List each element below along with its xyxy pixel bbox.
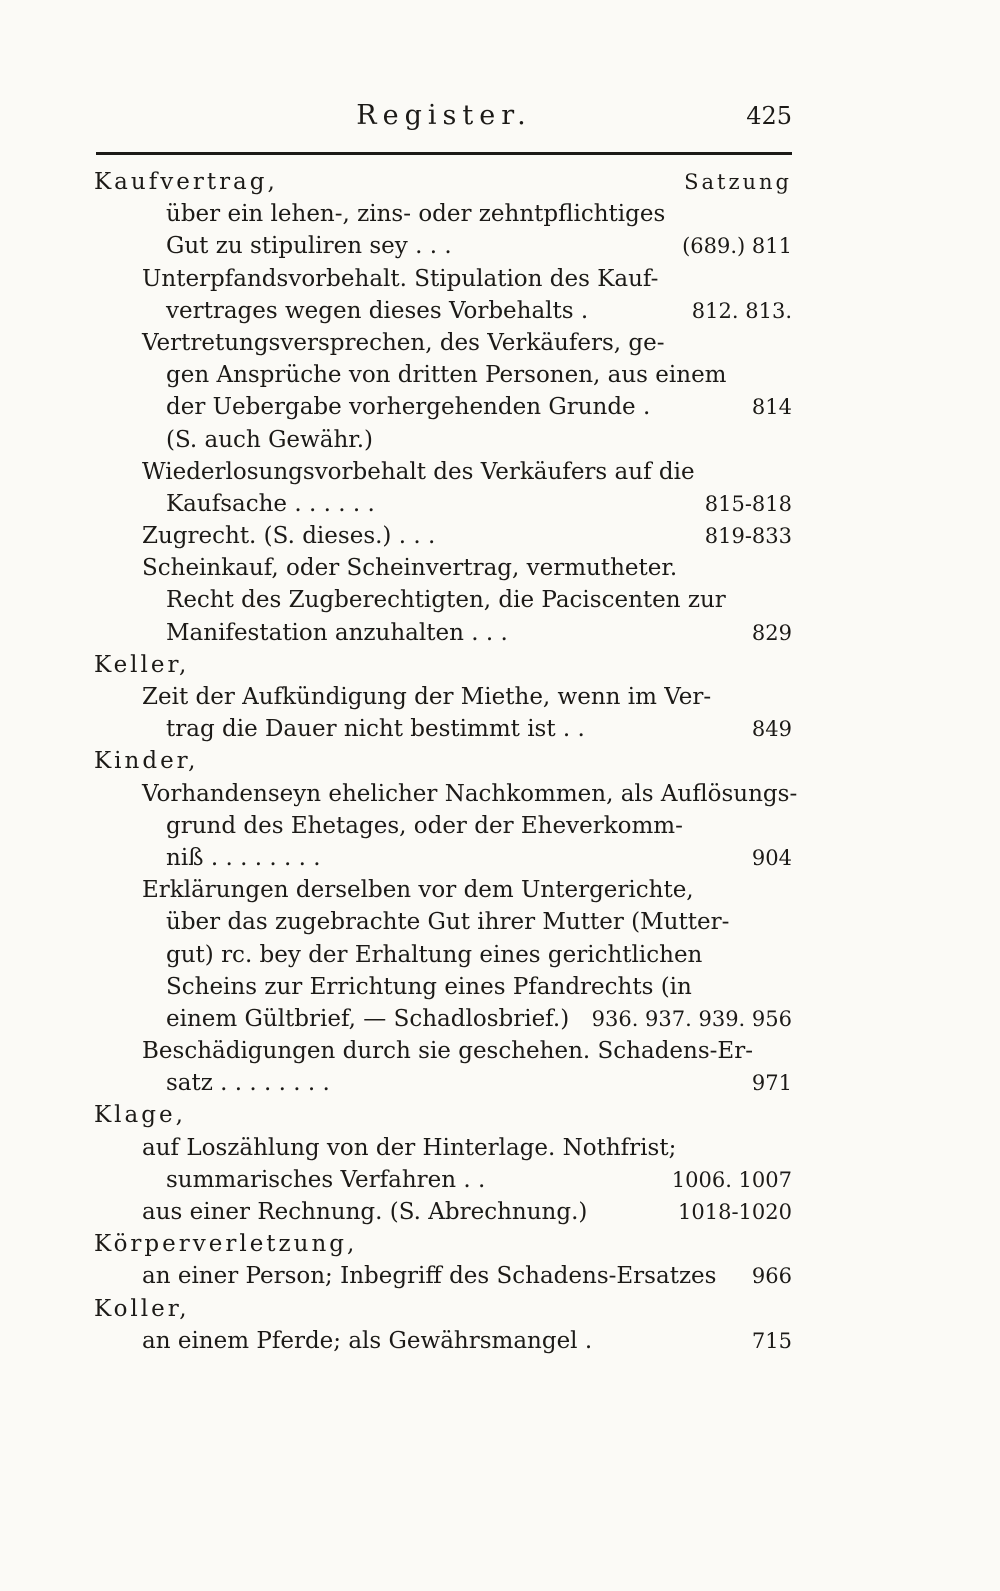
line-text: Vorhandenseyn ehelicher Nachkommen, als Auflösungs- (142, 780, 798, 807)
index-headword (94, 649, 792, 681)
index-line (94, 391, 792, 423)
index-line (94, 488, 792, 520)
line-text: gen Ansprüche von dritten Personen, aus einem (166, 362, 727, 389)
index-line (94, 584, 792, 616)
line-text: aus einer Rechnung. (S. Abrechnung.) (142, 1199, 588, 1225)
page-ref: 936. 937. 939. 956 (591, 1006, 792, 1031)
line-text: niß . . . . . . . . (166, 844, 321, 871)
line-text: einem Gültbrief, — Schadlosbrief.) (166, 1005, 570, 1032)
index-line (94, 810, 792, 842)
index-line (94, 874, 792, 906)
index-line (94, 198, 792, 230)
page-ref: (689.) 811 (682, 234, 792, 259)
line-text: Gut zu stipuliren sey . . . (166, 233, 452, 260)
page-title: Register. (356, 100, 532, 131)
line-text: grund des Ehetages, oder der Eheverkomm- (166, 812, 683, 839)
page-ref: 849 (751, 717, 792, 742)
line-text: an einem Pferde; als Gewährsmangel . (142, 1327, 593, 1354)
index-line (94, 1003, 792, 1035)
headword-text: Koller, (94, 1295, 190, 1322)
index-body (94, 166, 798, 1357)
index-headword (94, 745, 792, 777)
index-headword (94, 1228, 792, 1260)
index-line (94, 906, 792, 938)
line-text: Erklärungen derselben vor dem Untergerichte, (142, 877, 694, 904)
page-ref: 829 (751, 620, 792, 645)
header-rule (96, 152, 792, 155)
headword-text: Keller, (94, 651, 190, 678)
index-line (94, 617, 792, 649)
index-line (94, 359, 792, 391)
line-text: über das zugebrachte Gut ihrer Mutter (Mutter- (166, 909, 730, 936)
line-text: vertrages wegen dieses Vorbehalts . (166, 297, 589, 324)
line-text: Unterpfandsvorbehalt. Stipulation des Kauf- (142, 265, 659, 292)
headword-text: Körperverletzung, (94, 1231, 358, 1258)
line-text: Kaufsache . . . . . . (166, 490, 375, 517)
index-line (94, 713, 792, 745)
index-line (94, 1260, 792, 1292)
index-line (94, 939, 792, 971)
page-ref: 971 (751, 1071, 792, 1096)
line-text: Scheins zur Errichtung eines Pfandrechts (in (166, 973, 692, 1000)
line-text: Scheinkauf, oder Scheinvertrag, vermutheter. (142, 555, 678, 582)
index-line (94, 1164, 792, 1196)
line-text: auf Loszählung von der Hinterlage. Nothfrist; (142, 1134, 677, 1161)
index-line (94, 230, 792, 262)
index-line (94, 263, 792, 295)
line-text: Manifestation anzuhalten . . . (166, 619, 508, 646)
index-line (94, 681, 792, 713)
page-ref: 1006. 1007 (671, 1167, 792, 1192)
page-number: 425 (746, 102, 792, 130)
page-ref: 966 (751, 1264, 792, 1289)
line-text: summarisches Verfahren . . (166, 1166, 486, 1193)
headword-text: Klage, (94, 1102, 186, 1129)
index-line (94, 778, 798, 810)
line-text: Beschädigungen durch sie geschehen. Schadens-Er- (142, 1038, 753, 1065)
headword-text: Kinder, (94, 748, 199, 775)
index-headword (94, 1293, 792, 1325)
line-text: Recht des Zugberechtigten, die Paciscenten zur (166, 587, 726, 614)
page-ref: 715 (751, 1328, 792, 1353)
index-line (94, 1067, 792, 1099)
running-head (96, 96, 792, 142)
index-line (94, 327, 792, 359)
index-line (94, 520, 792, 552)
line-text: Zugrecht. (S. dieses.) . . . (142, 523, 436, 550)
page-ref: 815-818 (704, 491, 792, 516)
cross-reference: Satzung (684, 170, 792, 194)
index-line (94, 842, 792, 874)
index-line (94, 1132, 792, 1164)
index-line (94, 295, 792, 327)
line-text: Vertretungsversprechen, des Verkäufers, ge- (142, 329, 665, 356)
page-ref: 812. 813. (691, 298, 792, 323)
index-line (94, 1325, 792, 1357)
index-line (94, 552, 792, 584)
line-text: (S. auch Gewähr.) (166, 426, 374, 453)
index-line (94, 424, 792, 456)
line-text: der Uebergabe vorhergehenden Grunde . (166, 394, 651, 421)
index-line (94, 1035, 792, 1067)
line-text: gut) rc. bey der Erhaltung eines gerichtlichen (166, 941, 703, 968)
line-text: Zeit der Aufkündigung der Miethe, wenn im Ver- (142, 684, 712, 710)
page-ref: 904 (751, 845, 792, 870)
index-headword (94, 166, 792, 198)
page-ref: 819-833 (704, 524, 792, 549)
index-headword (94, 1099, 792, 1131)
line-text: über ein lehen-, zins- oder zehntpflichtiges (166, 201, 666, 228)
index-line (94, 971, 792, 1003)
page-ref: 814 (751, 395, 792, 420)
line-text: an einer Person; Inbegriff des Schadens-Ersatzes (142, 1263, 717, 1290)
index-line (94, 1196, 792, 1228)
page-ref: 1018-1020 (678, 1200, 792, 1224)
line-text: satz . . . . . . . . (166, 1070, 330, 1097)
line-text: trag die Dauer nicht bestimmt ist . . (166, 716, 585, 743)
index-line (94, 456, 792, 488)
headword-text: Kaufvertrag, (94, 169, 278, 195)
line-text: Wiederlosungsvorbehalt des Verkäufers auf die (142, 458, 695, 485)
